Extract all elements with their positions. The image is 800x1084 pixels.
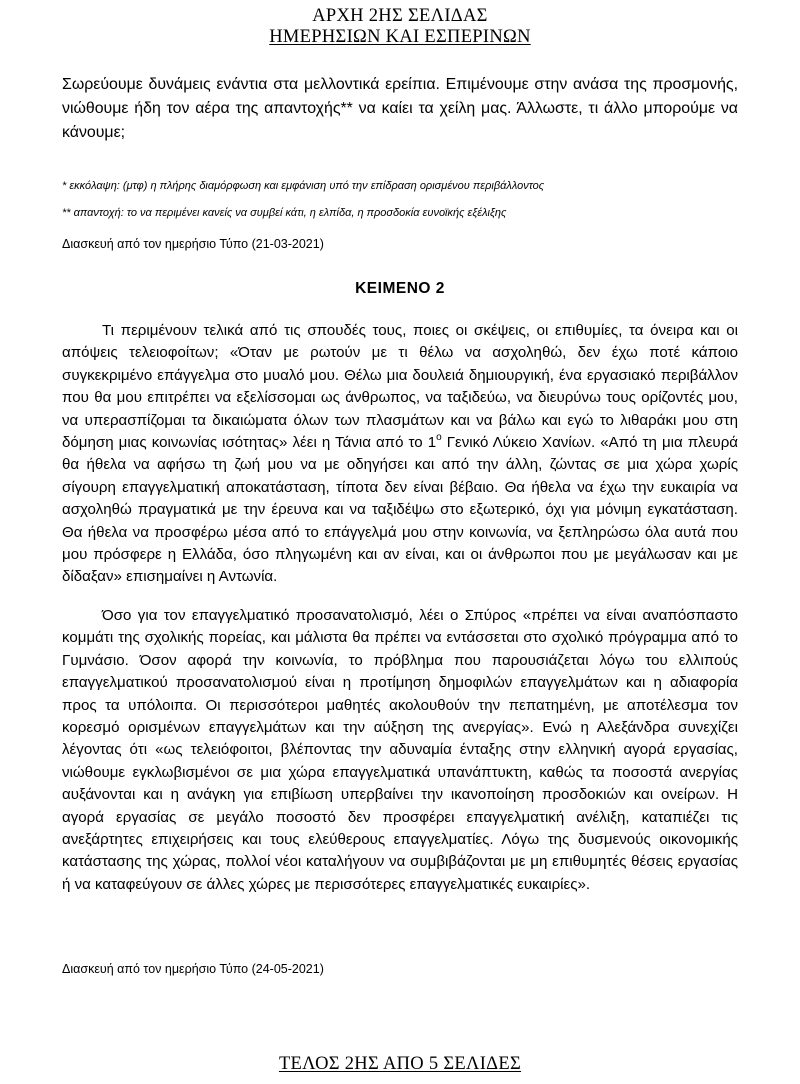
text-2-paragraph-1 <box>62 320 738 589</box>
ordinal-superscript: ο <box>436 432 442 443</box>
footnote-2: ** απαντοχή: το να περιμένει κανείς να συμβεί κάτι, η ελπίδα, η προσδοκία ευνοϊκής εξέλιξης <box>62 207 507 219</box>
intro-paragraph: Σωρεύουμε δυνάμεις ενάντια στα μελλοντικά ερείπια. Επιμένουμε στην ανάσα της προσμονής, νιώθουμε ήδη τον αέρα της απαντοχής** να καίει τα χείλη μας. Άλλωστε, τι άλλο μπορούμε να κάνουμε; <box>62 76 738 141</box>
page-header <box>0 6 800 48</box>
source-citation-2: Διασκευή από τον ημερήσιο Τύπο (24-05-2021) <box>62 962 324 976</box>
footnote-1: * εκκόλαψη: (μτφ) η πλήρης διαμόρφωση και εμφάνιση υπό την επίδραση ορισμένου περιβάλλοντος <box>62 180 545 192</box>
text-2-paragraph-1-part-2: Γενικό Λύκειο Χανίων. «Από τη μια πλευρά θα ήθελα να αφήσω τη ζωή μου να με οδηγήσει και από την άλλη, ζώντας σε μια χώρα χωρίς σίγουρη επαγγελματική αποκατάσταση, τίποτα δεν είναι βέβαιο. Θα ήθελα να έχω την ευκαιρία να ασχοληθώ πραγματικά με την έρευνα και να ταξιδέψω στο εξωτερικό, όχι για μόνιμη εγκατάσταση. Θα ήθελα να προσφέρω μέσα από το επάγγελμά μου στην κοινωνία, να ξεπληρώσω όλα αυτά που μου πρόσφερε η Ελλάδα, όσο πληγωμένη και αν είναι, και οι άνθρωποι που με μεγάλωσαν και με δίδαξαν» επισημαίνει η Αντωνία. <box>62 434 739 586</box>
text-2-paragraph-2: Όσο για τον επαγγελματικό προσανατολισμό, λέει ο Σπύρος «πρέπει να είναι αναπόσπαστο κομμάτι της σχολικής πορείας, και μάλιστα θα πρέπει να εντάσσεται στο σχολικό πρόγραμμα από το Γυμνάσιο. Όσον αφορά την κοινωνία, το πρόβλημα που παρουσιάζεται λόγω του ελλιπούς επαγγελματικού προσανατολισμού είναι η προτίμηση δημοφιλών επαγγελμάτων και η αδιαφορία προς τα υπόλοιπα. Οι περισσότεροι μαθητές ακολουθούν την πεπατημένη, με αποτέλεσμα τον κορεσμό ορισμένων επαγγελμάτων και την αύξηση της ανεργίας». Ενώ η Αλεξάνδρα συνεχίζει λέγοντας ότι «ως τελειόφοιτοι, βλέποντας την αδυναμία ένταξης στην ελληνική αγορά εργασίας, νιώθουμε εγκλωβισμένοι σε μια χώρα επαγγελματικά υπανάπτυκτη, καθώς τα ποσοστά ανεργίας αυξάνονται και η ανάγκη για επιβίωση υπερβαίνει την ικανοποίηση προσδοκιών και ονείρων. Η αγορά εργασίας σε μεγάλο ποσοστό δεν προσφέρει επαγγελματική ανέλιξη, καταπιέζει τις ανεξάρτητες επιχειρήσεις και τους ελεύθερους επαγγελματίες. Λόγω της δυσμενούς οικονομικής κατάστασης της χώρας, πολλοί νέοι καταλήγουν να συμβιβάζονται με μη επιθυμητές θέσεις εργασίας ή να καταφεύγουν σε άλλες χώρες με περισσότερες επαγγελματικές ευκαιρίες». <box>62 607 738 893</box>
text-2-paragraph-1-part-1: Τι περιμένουν τελικά από τις σπουδές τους, ποιες οι σκέψεις, οι επιθυμίες, τα όνειρα και οι απόψεις τελειοφοίτων; «Όταν με ρωτούν με τι θέλω να ασχοληθώ, δεν έχω ποτέ κάποιο συγκεκριμένο επάγγελμα στο μυαλό μου. Θέλω μια δουλειά δημιουργική, ένα εργασιακό περιβάλλον που θα μου επιτρέπει να εξελίσσομαι ως άνθρωπος, να ταξιδεύω, να διευρύνω τους ορίζοντές μου, να υπερασπίζομαι τα δικαιώματα όλων των πλασμάτων και να βάλω και εγώ το λιθαράκι μου στη δόμηση μιας κοινωνίας ισότητας» λέει η Τάνια από το 1 <box>62 322 738 452</box>
source-citation-1: Διασκευή από τον ημερήσιο Τύπο (21-03-2021) <box>62 237 324 251</box>
header-line-2: ΗΜΕΡΗΣΙΩΝ ΚΑΙ ΕΣΠΕΡΙΝΩΝ <box>269 27 531 47</box>
header-line-1: ΑΡΧΗ 2ΗΣ ΣΕΛΙΔΑΣ <box>312 6 488 26</box>
text-2-title: ΚΕΙΜΕΝΟ 2 <box>355 280 445 297</box>
page-footer: ΤΕΛΟΣ 2ΗΣ ΑΠΟ 5 ΣΕΛΙΔΕΣ <box>278 1054 522 1074</box>
